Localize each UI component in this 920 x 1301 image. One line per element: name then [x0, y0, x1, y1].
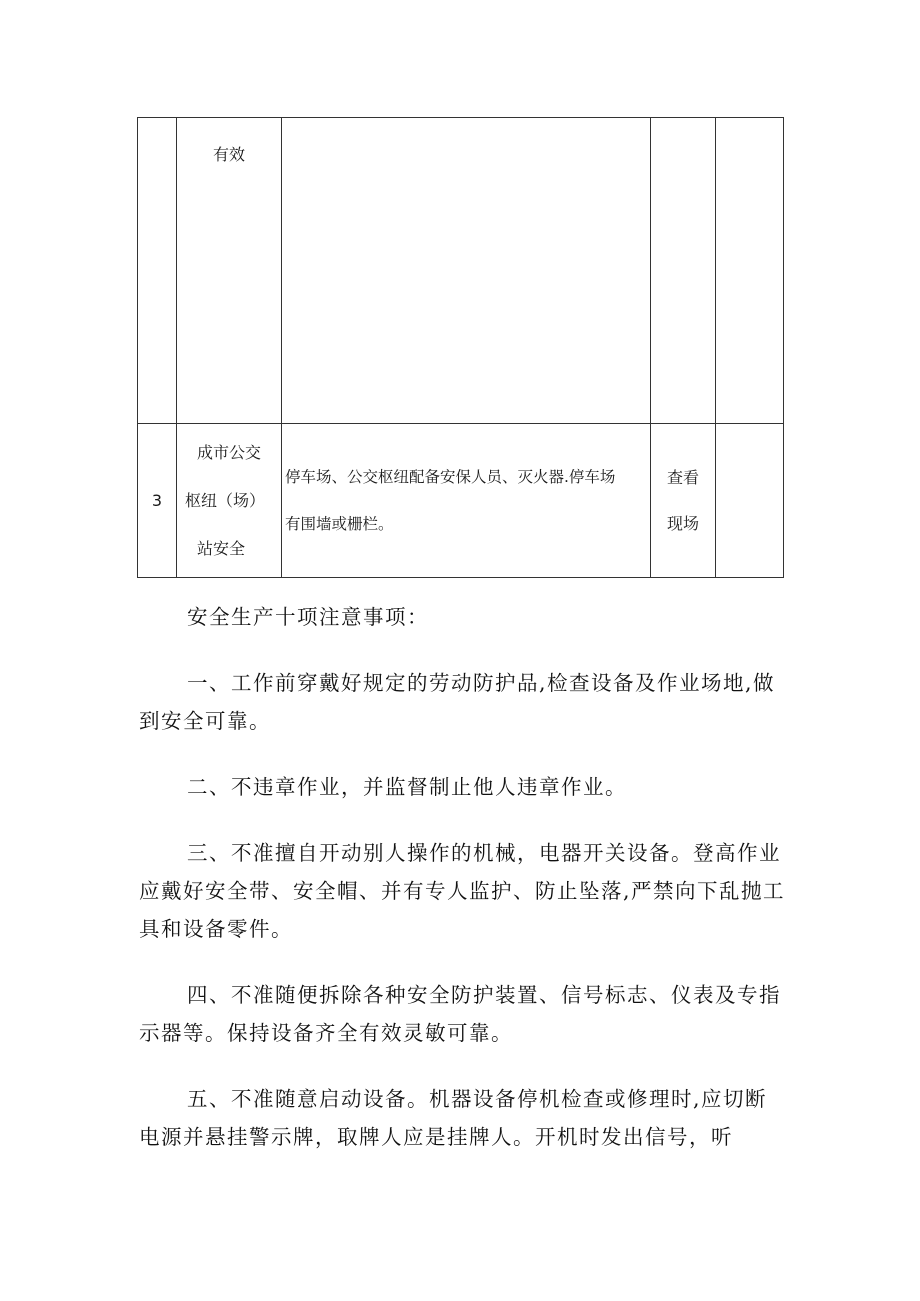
requirement-line: 停车场、公交枢纽配备安保人员、灭火器.停车场 — [285, 467, 616, 486]
cell-remark — [716, 424, 784, 578]
cell-no — [138, 118, 177, 424]
note-item: 三、不准擅自开动别人操作的机械，电器开关设备。登高作业应戴好安全带、安全帽、并有专人监护、防止坠落,严禁向下乱抛工具和设备零件。 — [139, 841, 786, 941]
method-line: 现场 — [666, 513, 699, 533]
requirement-line: 有围墙或栅栏。 — [285, 514, 394, 533]
cell-no: 3 — [138, 424, 177, 578]
item-line: 站安全 — [197, 538, 246, 558]
safety-notes — [139, 598, 785, 1184]
note-item: 二、不违章作业，并监督制止他人违章作业。 — [187, 775, 627, 799]
cell-remark — [716, 118, 784, 424]
note-item: 四、不准随便拆除各种安全防护装置、信号标志、仪表及专指示器等。保持设备齐全有效灵敏可靠。 — [139, 983, 781, 1045]
cell-item — [177, 424, 282, 578]
table-row — [138, 424, 784, 578]
item-line: 枢纽（场） — [185, 490, 266, 510]
cell-requirement — [282, 118, 651, 424]
note-item: 一、工作前穿戴好规定的劳动防护品,检查设备及作业场地,做到安全可靠。 — [139, 671, 776, 733]
cell-method — [651, 424, 716, 578]
inspection-table — [137, 117, 784, 578]
item-line: 成市公交 — [197, 442, 262, 462]
cell-method — [651, 118, 716, 424]
method-line: 查看 — [666, 467, 699, 487]
cell-requirement — [282, 424, 651, 578]
note-item: 五、不准随意启动设备。机器设备停机检查或修理时,应切断电源并悬挂警示牌，取牌人应是挂牌人。开机时发出信号，听 — [139, 1087, 768, 1149]
notes-heading: 安全生产十项注意事项： — [187, 605, 429, 629]
table-row — [138, 118, 784, 424]
cell-item: 有效 — [177, 118, 282, 424]
